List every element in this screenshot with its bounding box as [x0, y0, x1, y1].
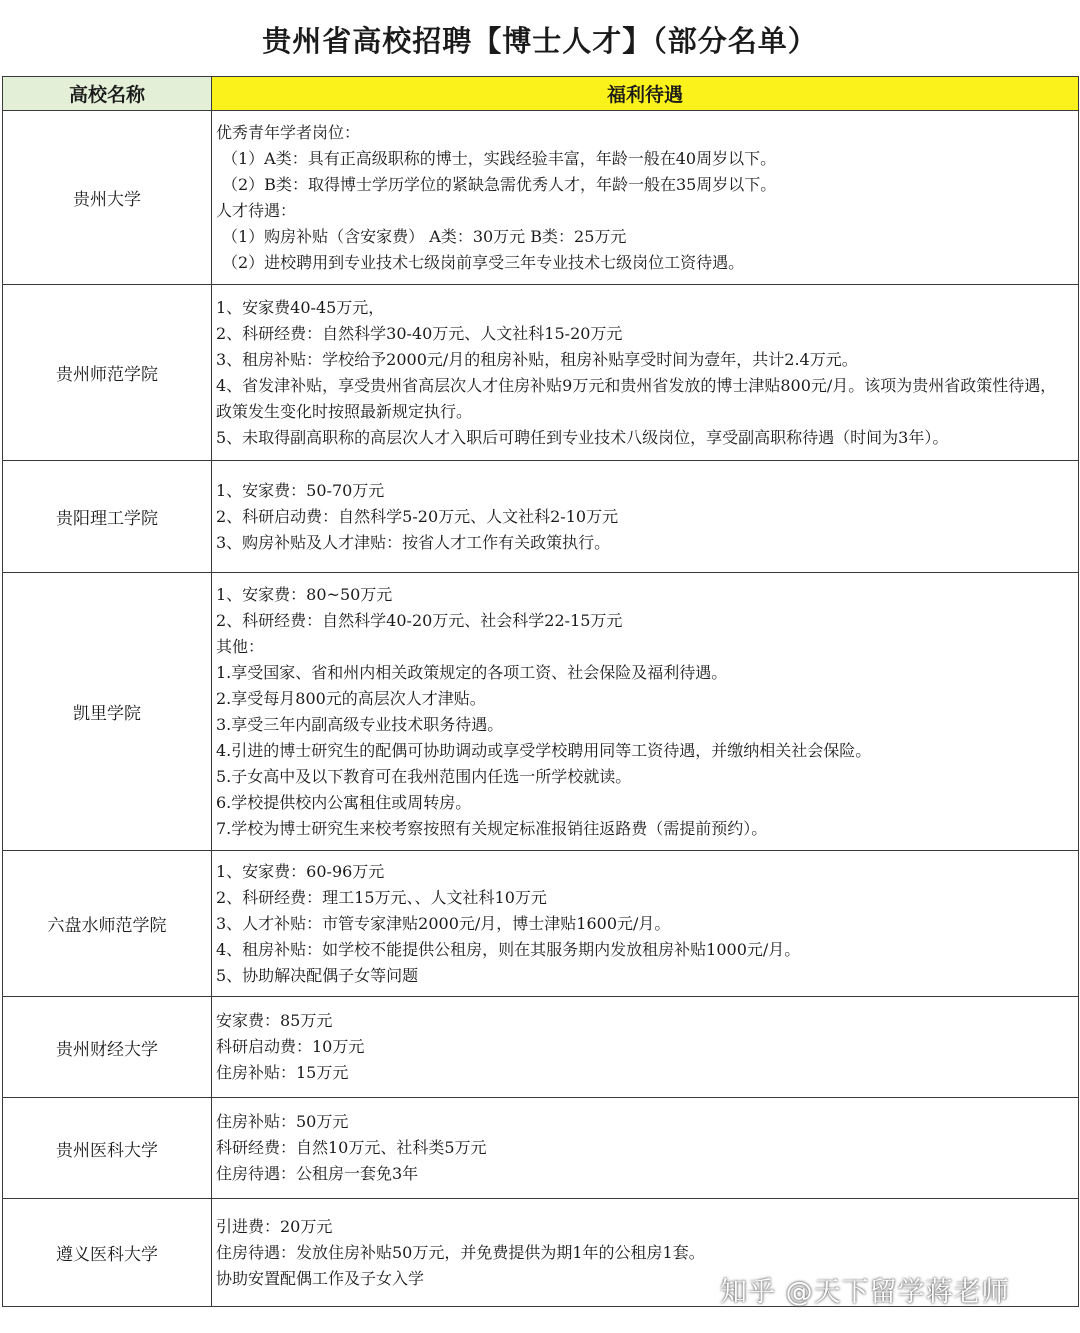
- benefit-line: 3.享受三年内副高级专业技术职务待遇。: [216, 714, 504, 734]
- page-title: 贵州省高校招聘【博士人才】（部分名单）: [262, 24, 818, 58]
- table-row: [3, 111, 1079, 285]
- benefit-line: 4、省发津补贴，享受贵州省高层次人才住房补贴9万元和贵州省发放的博士津贴800元/月。该项为贵州省政策性待遇，政策发生变化时按照最新规定执行。: [216, 375, 1057, 421]
- benefits-table: [2, 76, 1079, 1307]
- benefit-line: 2.享受每月800元的高层次人才津贴。: [216, 688, 486, 708]
- benefit-line: 协助安置配偶工作及子女入学: [216, 1268, 425, 1288]
- benefit-line: 2、科研经费：自然科学30-40万元、人文社科15-20万元: [216, 323, 623, 343]
- university-name-cell: 贵州大学: [3, 111, 212, 285]
- university-name-cell: 贵州师范学院: [3, 285, 212, 461]
- benefit-line: （2）进校聘用到专业技术七级岗前享受三年专业技术七级岗位工资待遇。: [222, 252, 745, 272]
- table-row: [3, 1098, 1079, 1199]
- university-name-cell: 贵阳理工学院: [3, 461, 212, 573]
- table-row: [3, 573, 1079, 851]
- benefits-cell: [212, 111, 1079, 285]
- benefits-cell: [212, 461, 1079, 573]
- benefit-line: 安家费：85万元: [216, 1011, 333, 1030]
- university-name-cell: 遵义医科大学: [3, 1199, 212, 1307]
- benefit-line: 引进费：20万元: [216, 1216, 333, 1236]
- benefit-line: 1、安家费：80~50万元: [216, 584, 393, 604]
- table-row: [3, 851, 1079, 997]
- benefit-line: 3、购房补贴及人才津贴：按省人才工作有关政策执行。: [216, 532, 611, 552]
- benefit-line: 2、科研启动费：自然科学5-20万元、人文社科2-10万元: [216, 506, 619, 526]
- benefits-cell: [212, 573, 1079, 851]
- benefit-line: 科研启动费：10万元: [216, 1037, 365, 1056]
- benefit-line: （1）A类：具有正高级职称的博士，实践经验丰富，年龄一般在40周岁以下。: [222, 148, 777, 168]
- benefit-line: 3、人才补贴：市管专家津贴2000元/月，博士津贴1600元/月。: [216, 913, 671, 933]
- header-university-name: 高校名称: [3, 77, 212, 111]
- table-row: [3, 461, 1079, 573]
- benefit-line: 1、安家费40-45万元，: [216, 297, 385, 317]
- benefits-cell: [212, 1098, 1079, 1199]
- benefit-line: 6.学校提供校内公寓租住或周转房。: [216, 792, 472, 812]
- table-body: [3, 111, 1079, 1307]
- benefit-line: 2、科研经费：自然科学40-20万元、社会科学22-15万元: [216, 610, 623, 630]
- benefit-line: 5、协助解决配偶子女等问题: [216, 965, 419, 985]
- benefit-line: 优秀青年学者岗位：: [216, 122, 361, 142]
- benefit-line: 1、安家费：50-70万元: [216, 480, 385, 500]
- table-header-row: [3, 77, 1079, 111]
- benefit-line: 7.学校为博士研究生来校考察按照有关规定标准报销往返路费（需提前预约）。: [216, 818, 768, 838]
- benefit-line: 住房补贴：15万元: [216, 1063, 349, 1082]
- header-benefits: 福利待遇: [212, 77, 1079, 111]
- benefit-line: 住房待遇：公租房一套免3年: [216, 1164, 419, 1183]
- benefits-cell: [212, 285, 1079, 461]
- university-name-cell: 六盘水师范学院: [3, 851, 212, 997]
- watermark: 知乎 @天下留学蒋老师: [720, 1277, 1010, 1308]
- benefits-cell: [212, 997, 1079, 1098]
- benefit-line: （1）购房补贴（含安家费） A类：30万元 B类：25万元: [222, 226, 627, 246]
- table-row: [3, 285, 1079, 461]
- benefit-line: 2、科研经费：理工15万元、、人文社科10万元: [216, 887, 547, 907]
- benefit-line: 5.子女高中及以下教育可在我州范围内任选一所学校就读。: [216, 766, 632, 786]
- benefits-cell: [212, 851, 1079, 997]
- benefit-line: 住房补贴：50万元: [216, 1112, 349, 1131]
- benefit-line: 4.引进的博士研究生的配偶可协助调动或享受学校聘用同等工资待遇，并缴纳相关社会保险。: [216, 740, 872, 760]
- table-row: [3, 997, 1079, 1098]
- benefit-line: 3、租房补贴：学校给予2000元/月的租房补贴，租房补贴享受时间为壹年，共计2.4万元。: [216, 349, 858, 369]
- benefit-line: 人才待遇：: [216, 200, 297, 220]
- benefit-line: 其他：: [216, 636, 265, 656]
- benefit-line: 4、租房补贴：如学校不能提供公租房，则在其服务期内发放租房补贴1000元/月。: [216, 939, 801, 959]
- benefit-line: 科研经费：自然10万元、社科类5万元: [216, 1138, 487, 1157]
- benefit-line: 5、未取得副高职称的高层次人才入职后可聘任到专业技术八级岗位，享受副高职称待遇（时间为3年）。: [216, 427, 949, 447]
- university-name-cell: 贵州医科大学: [3, 1098, 212, 1199]
- university-name-cell: 贵州财经大学: [3, 997, 212, 1098]
- benefit-line: 住房待遇：发放住房补贴50万元，并免费提供为期1年的公租房1套。: [216, 1242, 705, 1262]
- benefit-line: （2）B类：取得博士学历学位的紧缺急需优秀人才，年龄一般在35周岁以下。: [222, 174, 777, 194]
- benefit-line: 1.享受国家、省和州内相关政策规定的各项工资、社会保险及福利待遇。: [216, 662, 728, 682]
- benefit-line: 1、安家费：60-96万元: [216, 861, 385, 881]
- university-name-cell: 凯里学院: [3, 573, 212, 851]
